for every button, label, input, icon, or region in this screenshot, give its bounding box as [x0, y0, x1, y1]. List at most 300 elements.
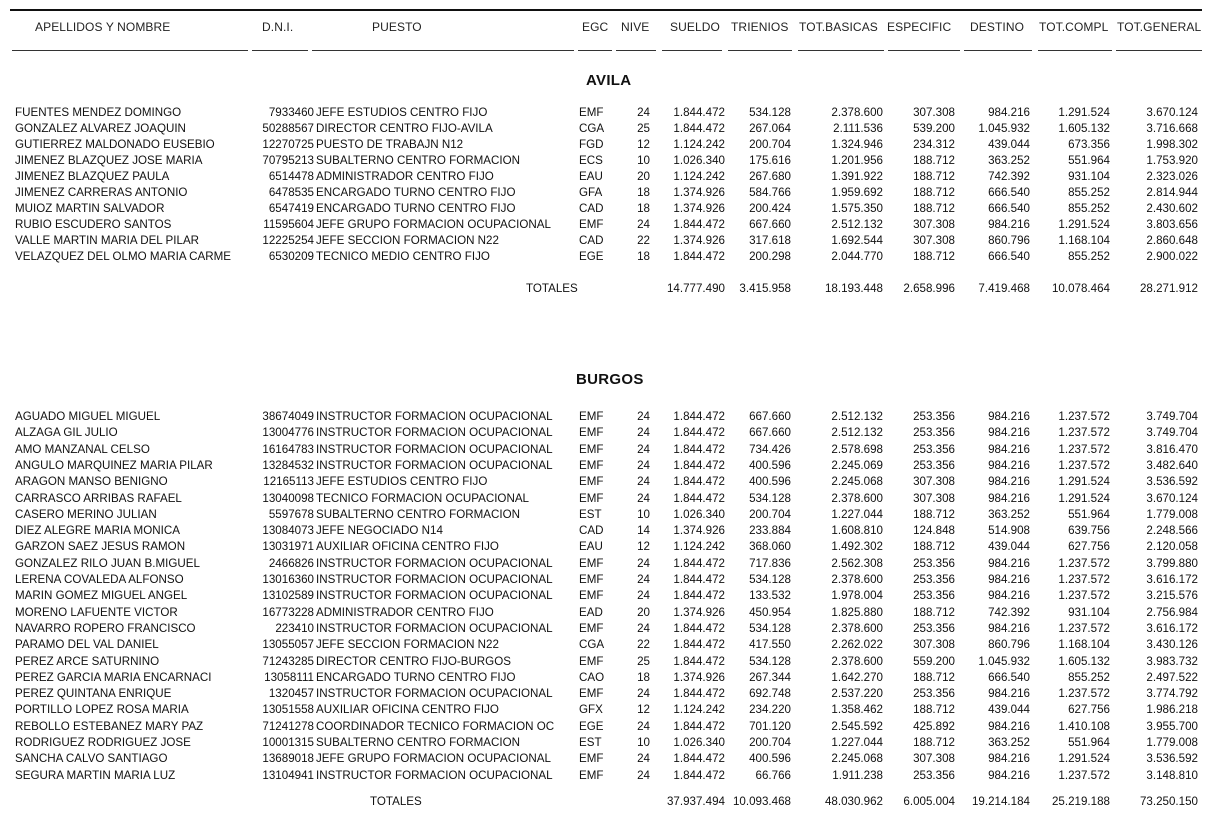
cell-tot-basicas: 2.245.068	[831, 752, 883, 766]
cell-name: GONZALEZ ALVAREZ JOAQUIN	[15, 122, 186, 135]
totals-label: TOTALES	[526, 282, 578, 295]
cell-trienios: 400.596	[749, 458, 791, 472]
cell-destino: 1.045.932	[978, 654, 1030, 668]
cell-name: REBOLLO ESTEBANEZ MARY PAZ	[15, 719, 204, 733]
cell-egc: CGA	[579, 122, 605, 135]
cell-tot-general: 3.616.172	[1146, 621, 1198, 635]
cell-tot-basicas: 2.378.600	[831, 654, 883, 668]
cell-nive: 18	[637, 250, 650, 263]
table-row	[0, 218, 1213, 234]
cell-name: AMO MANZANAL CELSO	[15, 442, 150, 456]
cell-especific: 188.712	[913, 670, 955, 684]
cell-trienios: 200.704	[749, 736, 791, 749]
cell-especific: 307.308	[913, 491, 955, 505]
cell-nive: 12	[637, 138, 650, 151]
table-row	[0, 655, 1213, 671]
cell-destino: 984.216	[988, 768, 1030, 782]
cell-egc: CAD	[579, 202, 604, 215]
cell-puesto: INSTRUCTOR FORMACION OCUPACIONAL	[316, 573, 553, 586]
cell-destino: 860.796	[988, 638, 1030, 652]
cell-sueldo: 1.844.472	[673, 106, 725, 119]
cell-especific: 188.712	[913, 186, 955, 199]
cell-sueldo: 1.374.926	[673, 605, 725, 619]
cell-dni: 16773228	[262, 605, 314, 619]
cell-especific: 253.356	[913, 426, 955, 440]
cell-nive: 24	[637, 719, 650, 733]
cell-sueldo: 1.124.242	[673, 138, 725, 151]
cell-trienios: 584.766	[749, 186, 791, 199]
cell-trienios: 701.120	[749, 719, 791, 733]
cell-especific: 188.712	[913, 605, 955, 619]
cell-egc: CGA	[579, 638, 605, 652]
cell-dni: 13689018	[262, 752, 314, 766]
cell-name: PEREZ QUINTANA ENRIQUE	[15, 687, 172, 701]
cell-puesto: INSTRUCTOR FORMACION OCUPACIONAL	[316, 687, 553, 701]
total-destino: 7.419.468	[978, 282, 1030, 295]
cell-tot-compl: 1.237.572	[1058, 556, 1110, 570]
cell-tot-basicas: 2.262.022	[831, 638, 883, 652]
table-row	[0, 492, 1213, 508]
cell-nive: 20	[637, 605, 650, 619]
cell-dni: 13040098	[262, 491, 314, 505]
cell-dni: 13102589	[262, 589, 314, 603]
top-rule	[10, 9, 1202, 11]
table-row	[0, 234, 1213, 250]
cell-tot-basicas: 2.378.600	[831, 621, 883, 635]
table-row	[0, 671, 1213, 687]
cell-puesto: PUESTO DE TRABAJN N12	[316, 138, 464, 151]
cell-dni: 50288567	[262, 122, 314, 135]
cell-tot-basicas: 2.512.132	[831, 218, 883, 231]
cell-puesto: ENCARGADO TURNO CENTRO FIJO	[316, 186, 516, 199]
table-row	[0, 736, 1213, 752]
cell-sueldo: 1.844.472	[673, 491, 725, 505]
cell-especific: 188.712	[913, 540, 955, 554]
cell-nive: 18	[637, 186, 650, 199]
cell-nive: 24	[637, 218, 650, 231]
cell-destino: 984.216	[988, 442, 1030, 456]
cell-name: VELAZQUEZ DEL OLMO MARIA CARME	[15, 250, 232, 263]
cell-dni: 71241278	[262, 719, 314, 733]
cell-name: PEREZ GARCIA MARIA ENCARNACI	[15, 670, 212, 684]
cell-tot-compl: 1.605.132	[1058, 122, 1110, 135]
cell-tot-compl: 1.605.132	[1058, 654, 1110, 668]
cell-sueldo: 1.374.926	[673, 202, 725, 215]
cell-tot-compl: 627.756	[1068, 703, 1110, 717]
cell-egc: EST	[579, 507, 602, 521]
cell-sueldo: 1.124.242	[673, 703, 725, 717]
cell-puesto: INSTRUCTOR FORMACION OCUPACIONAL	[316, 621, 553, 635]
totals-label: TOTALES	[370, 795, 422, 808]
cell-tot-basicas: 2.545.592	[831, 719, 883, 733]
cell-egc: EMF	[579, 621, 604, 635]
cell-especific: 307.308	[913, 638, 955, 652]
cell-nive: 24	[637, 442, 650, 456]
cell-egc: GFX	[579, 703, 603, 717]
cell-trienios: 534.128	[749, 654, 791, 668]
cell-puesto: JEFE ESTUDIOS CENTRO FIJO	[316, 106, 488, 119]
cell-especific: 188.712	[913, 250, 955, 263]
cell-sueldo: 1.844.472	[673, 426, 725, 440]
cell-tot-compl: 931.104	[1068, 605, 1110, 619]
cell-tot-compl: 931.104	[1068, 170, 1110, 183]
cell-sueldo: 1.844.472	[673, 719, 725, 733]
cell-trienios: 66.766	[755, 768, 791, 782]
table-row	[0, 426, 1213, 442]
cell-tot-compl: 551.964	[1068, 154, 1110, 167]
cell-name: SEGURA MARTIN MARIA LUZ	[15, 768, 176, 782]
header-underline	[888, 50, 960, 51]
cell-tot-compl: 673.356	[1068, 138, 1110, 151]
table-row	[0, 622, 1213, 638]
cell-sueldo: 1.844.472	[673, 768, 725, 782]
table-row	[0, 443, 1213, 459]
cell-sueldo: 1.844.472	[673, 654, 725, 668]
cell-tot-basicas: 2.512.132	[831, 410, 883, 423]
table-row	[0, 703, 1213, 719]
totals-row	[0, 795, 1213, 811]
cell-tot-general: 2.860.648	[1146, 234, 1198, 247]
cell-destino: 363.252	[988, 507, 1030, 521]
cell-destino: 984.216	[988, 106, 1030, 119]
cell-puesto: ADMINISTRADOR CENTRO FIJO	[316, 605, 494, 619]
cell-tot-compl: 1.237.572	[1058, 687, 1110, 701]
cell-puesto: INSTRUCTOR FORMACION OCUPACIONAL	[316, 458, 553, 472]
cell-egc: CAD	[579, 524, 604, 538]
cell-tot-compl: 1.410.108	[1058, 719, 1110, 733]
cell-tot-basicas: 1.227.044	[831, 507, 883, 521]
cell-destino: 439.044	[988, 703, 1030, 717]
cell-egc: EMF	[579, 106, 604, 119]
cell-egc: EST	[579, 736, 602, 749]
cell-destino: 1.045.932	[978, 122, 1030, 135]
cell-trienios: 133.532	[749, 589, 791, 603]
cell-especific: 253.356	[913, 589, 955, 603]
table-row	[0, 122, 1213, 138]
cell-puesto: INSTRUCTOR FORMACION OCUPACIONAL	[316, 556, 553, 570]
cell-nive: 10	[637, 154, 650, 167]
cell-puesto: JEFE SECCION FORMACION N22	[316, 234, 499, 247]
cell-sueldo: 1.844.472	[673, 752, 725, 766]
cell-tot-compl: 1.168.104	[1058, 234, 1110, 247]
total-sueldo: 37.937.494	[666, 795, 725, 808]
cell-tot-compl: 1.237.572	[1058, 410, 1110, 423]
cell-puesto: TECNICO FORMACION OCUPACIONAL	[316, 491, 529, 505]
cell-name: GUTIERREZ MALDONADO EUSEBIO	[15, 138, 215, 151]
cell-dni: 7933460	[268, 106, 314, 119]
cell-tot-general: 3.774.792	[1146, 687, 1198, 701]
total-tot-compl: 25.219.188	[1051, 795, 1110, 808]
cell-egc: EMF	[579, 475, 604, 489]
cell-trienios: 317.618	[749, 234, 791, 247]
cell-trienios: 233.884	[749, 524, 791, 538]
cell-especific: 307.308	[913, 106, 955, 119]
cell-tot-general: 3.799.880	[1146, 556, 1198, 570]
cell-sueldo: 1.844.472	[673, 442, 725, 456]
cell-tot-general: 2.900.022	[1146, 250, 1198, 263]
cell-egc: EMF	[579, 556, 604, 570]
cell-trienios: 175.616	[749, 154, 791, 167]
cell-egc: EMF	[579, 654, 604, 668]
cell-name: PEREZ ARCE SATURNINO	[15, 654, 160, 668]
cell-nive: 10	[637, 507, 650, 521]
cell-name: RODRIGUEZ RODRIGUEZ JOSE	[15, 736, 191, 749]
cell-destino: 666.540	[988, 202, 1030, 215]
total-sueldo: 14.777.490	[666, 282, 725, 295]
cell-nive: 24	[637, 410, 650, 423]
cell-egc: EMF	[579, 752, 604, 766]
total-tot-general: 28.271.912	[1139, 282, 1198, 295]
cell-puesto: AUXILIAR OFICINA CENTRO FIJO	[316, 703, 499, 717]
total-tot-general: 73.250.150	[1139, 795, 1198, 808]
header-underline	[964, 50, 1032, 51]
table-row	[0, 540, 1213, 556]
table-row	[0, 475, 1213, 491]
table-row	[0, 573, 1213, 589]
cell-trienios: 667.660	[749, 410, 791, 423]
total-trienios: 3.415.958	[739, 282, 791, 295]
cell-nive: 24	[637, 687, 650, 701]
cell-nive: 22	[637, 234, 650, 247]
cell-egc: EMF	[579, 687, 604, 701]
cell-trienios: 417.550	[749, 638, 791, 652]
cell-tot-general: 3.749.704	[1146, 410, 1198, 423]
cell-sueldo: 1.844.472	[673, 638, 725, 652]
cell-tot-general: 3.148.810	[1146, 768, 1198, 782]
header-tot-compl: TOT.COMPL	[1039, 20, 1109, 34]
cell-destino: 666.540	[988, 670, 1030, 684]
cell-dni: 6478535	[268, 186, 314, 199]
section-title: AVILA	[586, 72, 632, 89]
cell-trienios: 200.424	[749, 202, 791, 215]
cell-especific: 253.356	[913, 768, 955, 782]
cell-dni: 16164783	[262, 442, 314, 456]
header-underline	[616, 50, 656, 51]
header-puesto: PUESTO	[372, 20, 422, 34]
cell-name: GONZALEZ RILO JUAN B.MIGUEL	[15, 556, 200, 570]
cell-nive: 20	[637, 170, 650, 183]
cell-tot-compl: 1.237.572	[1058, 621, 1110, 635]
cell-destino: 984.216	[988, 687, 1030, 701]
cell-nive: 12	[637, 540, 650, 554]
table-row	[0, 589, 1213, 605]
cell-tot-basicas: 1.959.692	[831, 186, 883, 199]
header-underline	[1116, 50, 1202, 51]
table-row	[0, 186, 1213, 202]
table-row	[0, 138, 1213, 154]
cell-dni: 13004776	[262, 426, 314, 440]
header-underline	[1038, 50, 1112, 51]
cell-tot-compl: 855.252	[1068, 202, 1110, 215]
cell-especific: 188.712	[913, 736, 955, 749]
cell-sueldo: 1.844.472	[673, 458, 725, 472]
cell-tot-general: 3.670.124	[1146, 491, 1198, 505]
cell-tot-compl: 1.291.524	[1058, 752, 1110, 766]
cell-tot-basicas: 2.512.132	[831, 426, 883, 440]
cell-dni: 38674049	[262, 410, 314, 423]
cell-trienios: 534.128	[749, 621, 791, 635]
table-row	[0, 202, 1213, 218]
header-name: APELLIDOS Y NOMBRE	[35, 20, 171, 34]
cell-name: JIMENEZ CARRERAS ANTONIO	[15, 186, 188, 199]
cell-name: ARAGON MANSO BENIGNO	[15, 475, 168, 489]
cell-trienios: 200.704	[749, 507, 791, 521]
cell-sueldo: 1.844.472	[673, 218, 725, 231]
cell-tot-basicas: 1.358.462	[831, 703, 883, 717]
cell-tot-compl: 1.237.572	[1058, 768, 1110, 782]
cell-trienios: 400.596	[749, 752, 791, 766]
cell-tot-compl: 551.964	[1068, 507, 1110, 521]
cell-destino: 742.392	[988, 170, 1030, 183]
cell-dni: 6530209	[268, 250, 314, 263]
cell-dni: 6547419	[268, 202, 314, 215]
cell-tot-compl: 1.237.572	[1058, 573, 1110, 586]
cell-nive: 24	[637, 556, 650, 570]
cell-tot-general: 3.670.124	[1146, 106, 1198, 119]
cell-sueldo: 1.844.472	[673, 250, 725, 263]
cell-sueldo: 1.026.340	[673, 154, 725, 167]
table-row	[0, 459, 1213, 475]
cell-dni: 12165113	[263, 475, 314, 489]
cell-dni: 71243285	[262, 654, 314, 668]
cell-egc: ECS	[579, 154, 603, 167]
cell-especific: 188.712	[913, 202, 955, 215]
cell-tot-basicas: 2.378.600	[831, 106, 883, 119]
header-especific: ESPECIFIC	[887, 20, 952, 34]
total-tot-basicas: 48.030.962	[824, 795, 883, 808]
header-underline	[662, 50, 722, 51]
cell-tot-general: 1.779.008	[1146, 507, 1198, 521]
cell-nive: 24	[637, 621, 650, 635]
cell-destino: 439.044	[988, 138, 1030, 151]
table-row	[0, 687, 1213, 703]
cell-tot-general: 3.616.172	[1146, 573, 1198, 586]
cell-sueldo: 1.374.926	[673, 186, 725, 199]
cell-tot-basicas: 1.324.946	[831, 138, 883, 151]
cell-puesto: TECNICO MEDIO CENTRO FIJO	[316, 250, 490, 263]
cell-dni: 13031971	[262, 540, 314, 554]
cell-tot-compl: 1.291.524	[1058, 491, 1110, 505]
cell-tot-compl: 551.964	[1068, 736, 1110, 749]
cell-destino: 984.216	[988, 410, 1030, 423]
cell-especific: 253.356	[913, 687, 955, 701]
cell-tot-basicas: 2.044.770	[831, 250, 883, 263]
cell-especific: 307.308	[913, 218, 955, 231]
cell-destino: 984.216	[988, 556, 1030, 570]
cell-tot-basicas: 1.492.302	[831, 540, 883, 554]
cell-nive: 24	[637, 458, 650, 472]
cell-name: RUBIO ESCUDERO SANTOS	[15, 218, 172, 231]
cell-puesto: SUBALTERNO CENTRO FORMACION	[316, 736, 520, 749]
cell-name: NAVARRO ROPERO FRANCISCO	[15, 621, 196, 635]
header-nive: NIVE	[621, 20, 650, 34]
cell-tot-general: 1.779.008	[1146, 736, 1198, 749]
cell-sueldo: 1.026.340	[673, 507, 725, 521]
table-row	[0, 752, 1213, 768]
cell-destino: 984.216	[988, 573, 1030, 586]
cell-dni: 10001315	[262, 736, 314, 749]
cell-destino: 860.796	[988, 234, 1030, 247]
cell-dni: 13084073	[262, 524, 314, 538]
cell-especific: 559.200	[913, 654, 955, 668]
cell-tot-compl: 1.237.572	[1058, 458, 1110, 472]
cell-egc: EAU	[579, 170, 603, 183]
cell-destino: 984.216	[988, 621, 1030, 635]
header-underline	[728, 50, 792, 51]
cell-puesto: INSTRUCTOR FORMACION OCUPACIONAL	[316, 442, 553, 456]
cell-especific: 307.308	[913, 475, 955, 489]
cell-nive: 24	[637, 752, 650, 766]
cell-tot-general: 3.430.126	[1146, 638, 1198, 652]
cell-sueldo: 1.844.472	[673, 573, 725, 586]
cell-name: LERENA COVALEDA ALFONSO	[15, 573, 184, 586]
cell-tot-basicas: 2.578.698	[831, 442, 883, 456]
header-underline	[252, 50, 308, 51]
cell-trienios: 667.660	[749, 426, 791, 440]
header-underline	[578, 50, 612, 51]
cell-sueldo: 1.844.472	[673, 621, 725, 635]
header-destino: DESTINO	[970, 20, 1025, 34]
total-tot-basicas: 18.193.448	[824, 282, 883, 295]
cell-tot-general: 2.814.944	[1146, 186, 1198, 199]
cell-tot-compl: 1.291.524	[1058, 475, 1110, 489]
cell-tot-basicas: 2.245.068	[831, 475, 883, 489]
cell-sueldo: 1.026.340	[673, 736, 725, 749]
cell-tot-general: 1.753.920	[1146, 154, 1198, 167]
cell-dni: 2466826	[268, 556, 314, 570]
cell-tot-compl: 855.252	[1068, 186, 1110, 199]
cell-destino: 984.216	[988, 719, 1030, 733]
cell-trienios: 267.344	[749, 670, 791, 684]
cell-tot-basicas: 1.642.270	[831, 670, 883, 684]
cell-nive: 10	[637, 736, 650, 749]
cell-nive: 25	[637, 654, 650, 668]
table-row	[0, 170, 1213, 186]
cell-egc: EMF	[579, 768, 604, 782]
cell-puesto: JEFE GRUPO FORMACION OCUPACIONAL	[316, 752, 551, 766]
cell-tot-basicas: 1.825.880	[831, 605, 883, 619]
table-row	[0, 769, 1213, 785]
section-title: BURGOS	[576, 371, 644, 388]
cell-sueldo: 1.374.926	[673, 670, 725, 684]
cell-trienios: 534.128	[749, 573, 791, 586]
cell-puesto: JEFE ESTUDIOS CENTRO FIJO	[316, 475, 488, 489]
cell-sueldo: 1.844.472	[673, 556, 725, 570]
cell-egc: EMF	[579, 410, 604, 423]
cell-egc: EMF	[579, 589, 604, 603]
cell-tot-general: 3.803.656	[1146, 218, 1198, 231]
cell-nive: 12	[637, 703, 650, 717]
cell-dni: 6514478	[268, 170, 314, 183]
cell-egc: FGD	[579, 138, 604, 151]
cell-tot-basicas: 1.201.956	[831, 154, 883, 167]
cell-tot-compl: 1.237.572	[1058, 442, 1110, 456]
table-row	[0, 154, 1213, 170]
header-sueldo: SUELDO	[670, 20, 720, 34]
cell-dni: 12270725	[262, 138, 314, 151]
cell-tot-basicas: 2.378.600	[831, 491, 883, 505]
cell-egc: EMF	[579, 426, 604, 440]
table-row	[0, 720, 1213, 736]
cell-trienios: 267.680	[749, 170, 791, 183]
cell-tot-general: 3.983.732	[1146, 654, 1198, 668]
cell-name: GARZON SAEZ JESUS RAMON	[15, 540, 186, 554]
cell-tot-general: 3.536.592	[1146, 475, 1198, 489]
cell-destino: 363.252	[988, 154, 1030, 167]
cell-tot-basicas: 1.575.350	[831, 202, 883, 215]
cell-nive: 18	[637, 202, 650, 215]
cell-tot-general: 3.482.640	[1146, 458, 1198, 472]
